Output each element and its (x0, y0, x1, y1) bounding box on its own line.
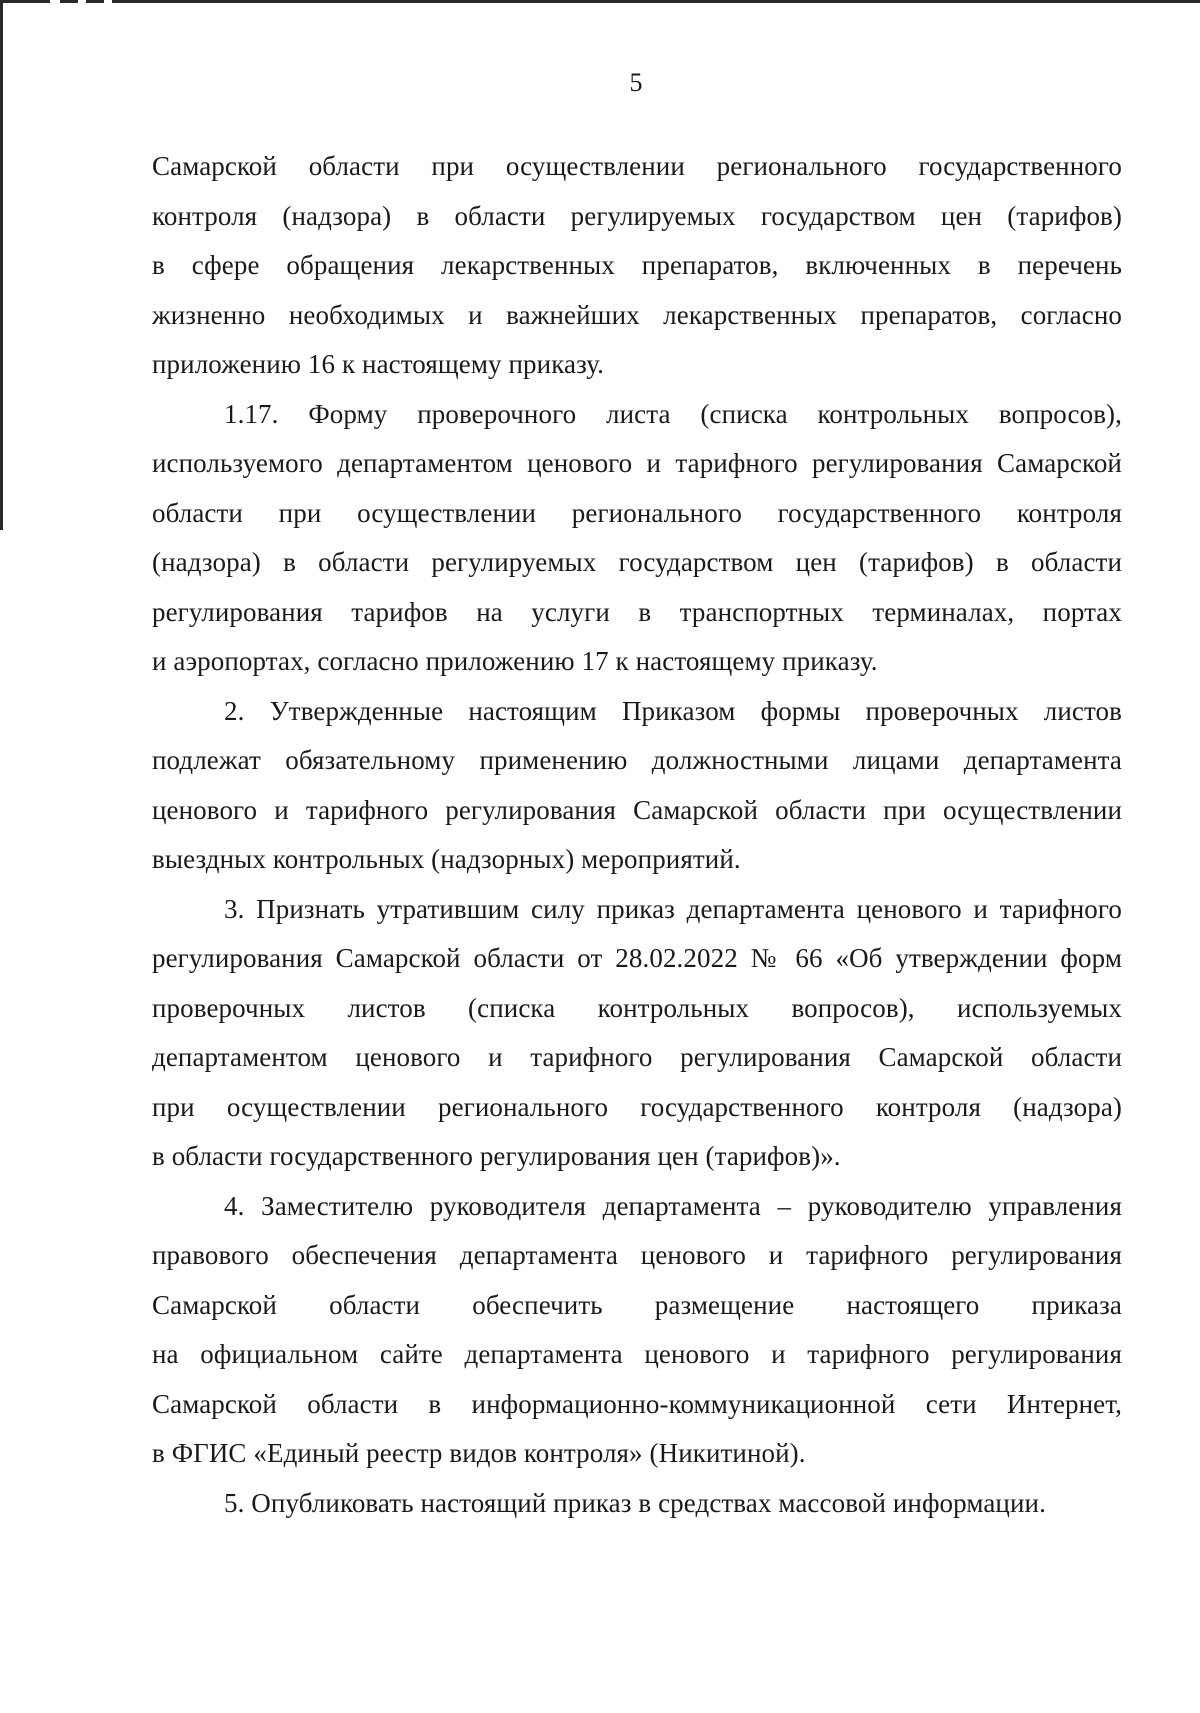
text-line: 2. Утвержденные настоящим Приказом формы проверочных листов (224, 695, 1122, 726)
text-line: ценового и тарифного регулирования Самарской области при осуществлении (152, 794, 1122, 825)
paragraph-item-5 (152, 1479, 1122, 1529)
text-line: в сфере обращения лекарственных препаратов, включенных в перечень (152, 250, 1122, 280)
text-line: подлежат обязательному применению должностными лицами департамента (152, 745, 1122, 775)
paragraph-continuation (152, 142, 1122, 390)
paragraph-item-4 (152, 1182, 1122, 1479)
text-line: (надзора) в области регулируемых государством цен (тарифов) в области (152, 547, 1122, 577)
text-line: Самарской области при осуществлении регионального государственного (152, 151, 1122, 181)
text-line: используемого департаментом ценового и тарифного регулирования Самарской (152, 448, 1122, 478)
text-line: регулирования тарифов на услуги в транспортных терминалах, портах (152, 596, 1122, 627)
text-line: регулирования Самарской области от 28.02.2022 № 66 «Об утверждении форм (152, 943, 1122, 973)
text-line: выездных контрольных (надзорных) мероприятий. (152, 844, 741, 874)
text-line: при осуществлении регионального государственного контроля (надзора) (152, 1091, 1122, 1122)
text-line: контроля (надзора) в области регулируемых государством цен (тарифов) (152, 200, 1122, 231)
text-line: 4. Заместителю руководителя департамента – руководителю управления (224, 1190, 1122, 1221)
scan-border-gap (50, 0, 60, 3)
paragraph-item-2 (152, 687, 1122, 885)
paragraph-item-3 (152, 885, 1122, 1182)
text-line: приложению 16 к настоящему приказу. (152, 349, 605, 379)
text-line: департаментом ценового и тарифного регулирования Самарской области (152, 1042, 1122, 1072)
text-line: и аэропортах, согласно приложению 17 к настоящему приказу. (152, 646, 878, 676)
scan-border-top (0, 0, 1200, 3)
scan-border-gap (78, 0, 86, 3)
text-line: 3. Признать утратившим силу приказ департамента ценового и тарифного (224, 893, 1122, 924)
text-line: 1.17. Форму проверочного листа (списка контрольных вопросов), (224, 398, 1122, 429)
scan-border-gap (104, 0, 112, 3)
text-line: жизненно необходимых и важнейших лекарственных препаратов, согласно (152, 299, 1122, 330)
text-line: в ФГИС «Единый реестр видов контроля» (Никитиной). (152, 1438, 806, 1468)
text-line: на официальном сайте департамента ценового и тарифного регулирования (152, 1339, 1122, 1369)
paragraph-item-1-17 (152, 390, 1122, 687)
text-line: Самарской области в информационно-коммуникационной сети Интернет, (152, 1388, 1122, 1419)
text-line: области при осуществлении регионального государственного контроля (152, 497, 1122, 528)
text-line: правового обеспечения департамента ценового и тарифного регулирования (152, 1240, 1122, 1270)
text-line: Самарской области обеспечить размещение настоящего приказа (152, 1289, 1122, 1320)
document-body (152, 142, 1122, 1528)
text-line: 5. Опубликовать настоящий приказ в средствах массовой информации. (224, 1487, 1046, 1518)
text-line: в области государственного регулирования цен (тарифов)». (152, 1141, 841, 1171)
page-number: 5 (629, 68, 643, 97)
text-line: проверочных листов (списка контрольных вопросов), используемых (152, 992, 1122, 1023)
